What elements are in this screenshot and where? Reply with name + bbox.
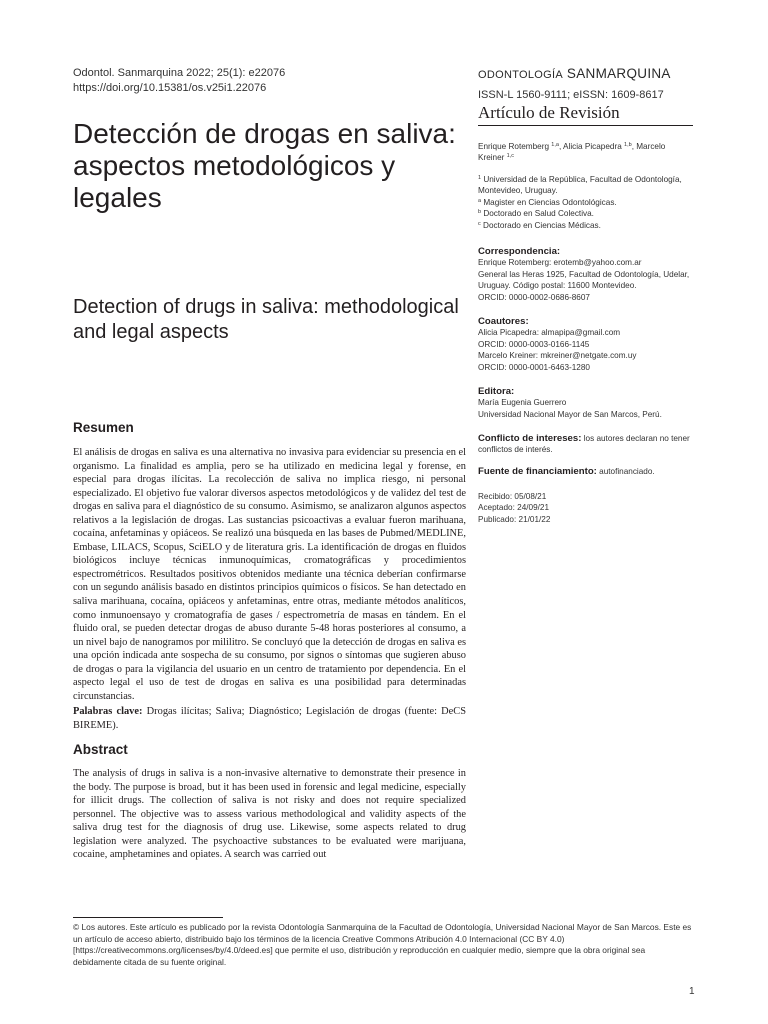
- correspondence-label: Correspondencia:: [478, 246, 561, 257]
- editor: [478, 386, 700, 420]
- correspondence: [478, 246, 700, 303]
- coauthor-email[interactable]: Alicia Picapedra: almapipa@gmail.com: [478, 328, 621, 338]
- conflict-of-interest: [478, 433, 700, 456]
- affiliations: [478, 174, 700, 231]
- coauthors: [478, 316, 700, 373]
- resumen-heading: Resumen: [73, 420, 134, 435]
- editor-affiliation: Universidad Nacional Mayor de San Marcos, Perú.: [478, 409, 662, 419]
- date-accepted: Aceptado: 24/09/21: [478, 503, 550, 513]
- doi-link[interactable]: https://doi.org/10.15381/os.v25i1.22076: [73, 82, 267, 94]
- resumen-text: [73, 446, 466, 703]
- abstract-heading: Abstract: [73, 742, 128, 757]
- correspondence-orcid: ORCID: 0000-0002-0686-8607: [478, 292, 590, 302]
- article-type-rule: [478, 125, 693, 126]
- affiliation-1: $^1$ Universidad de la República, Facultad de Odontología, Montevideo, Uruguay.: [478, 175, 682, 196]
- authors: Enrique Rotemberg $^{1,a}$, Alicia Picapedra $^{1,b}$, Marcelo Kreiner $^{1,c}$: [478, 142, 666, 163]
- keywords: [73, 705, 466, 732]
- conflict-text: los autores declaran no tener conflictos de interés.: [478, 434, 690, 455]
- issn: ISSN-L 1560-9111; eISSN: 1609-8617: [478, 89, 664, 101]
- article-type: Artículo de Revisión: [478, 103, 620, 122]
- dates: [478, 491, 700, 525]
- abstract-paragraph: The analysis of drugs in saliva is a non-invasive alternative to demonstrate their presence in the body. The purpose is broad, but it has been used in forensic and legal medicine, especially for illicit drugs. The collection of saliva is not risky and does not require specialized personnel. The objective was to assess various methodological and validity aspects of the saliva drug test for the diagnosis of drug use. Likewise, some aspects related to drug legislation were analyzed. The psychoactive substances to be evaluated were marijuana, cocaine, amphetamines and opiates. A search was carried out: [73, 768, 466, 861]
- funding-text: autofinanciado.: [596, 467, 655, 476]
- keywords-text: Drogas ilícitas; Saliva; Diagnóstico; Legislación de drogas (fuente: DeCS BIREME).: [73, 706, 466, 731]
- date-received: Recibido: 05/08/21: [478, 492, 547, 501]
- title-spanish: Detección de drogas en saliva: aspectos metodológicos y legales: [73, 118, 456, 213]
- affiliation-4: $^c$ Doctorado en Ciencias Médicas.: [478, 220, 601, 230]
- affiliation-3: $^b$ Doctorado en Salud Colectiva.: [478, 209, 594, 219]
- journal-name: [478, 66, 671, 81]
- editor-name: María Eugenia Guerrero: [478, 398, 567, 408]
- journal-name-part2: SANMARQUINA: [566, 66, 671, 81]
- funding-label: Fuente de financiamiento:: [478, 466, 597, 477]
- page-number: 1: [689, 986, 695, 997]
- date-published: Publicado: 21/01/22: [478, 514, 551, 524]
- funding: [478, 466, 700, 477]
- coauthor-orcid: ORCID: 0000-0001-6463-1280: [478, 362, 590, 372]
- editor-label: Editora:: [478, 386, 515, 397]
- coauthor-email[interactable]: Marcelo Kreiner: mkreiner@netgate.com.uy: [478, 351, 637, 361]
- coauthor-orcid: ORCID: 0000-0003-0166-1145: [478, 339, 590, 349]
- abstract-text: [73, 767, 466, 862]
- footnote-rule: [73, 917, 223, 918]
- citation-block: [73, 66, 285, 96]
- resumen-paragraph: El análisis de drogas en saliva es una alternativa no invasiva para evidenciar su presencia en el organismo. La finalidad es amplia, pero se ha utilizado en medicina legal y forense, en especial para drogas ilícitas. La recolección de saliva no implica riesgo, ni personal especializado. El objetivo fue valorar diversos aspectos metodológicos y de validez del test de drogas en saliva para el diagnóstico de su consumo. Asimismo, se analizaron algunos aspectos relativos a la legislación de drogas. Las sustancias psicoactivas a evaluar fueron marihuana, cocaína, anfetaminas y opiáceos. Se realizó una búsqueda en las bases de Pubmed/MEDLINE, Embase, LILACS, Scopus, SciELO y de literatura gris. La identificación de drogas en fluidos biológicos incluye técnicas inmunoquímicas, cromatográficas y procedimientos espectrométricos. Resultados positivos obtenidos mediante una técnica deberían confirmarse con un segundo análisis basado en distintos principios químicos o físicos. Se han detectado en saliva marihuana, cocaína, opiáceos y anfetaminas, entre otras, mediante métodos analíticos, como inmunoensayo y cromatografía de gases / espectrometría de masas en tándem. En el fluido oral, se pueden detectar drogas de abuso durante 5-48 horas posteriores al consumo, a un nivel bajo de nanogramos por mililitro. Se concluyó que la detección de drogas en saliva es una opción indicada ante sospecha de su consumo, por signos o síntomas que sugieren abuso de drogas o para la vigilancia del usuario en un centro de tratamiento por dependencia. En el aspecto legal el uso de test de drogas en saliva es una posibilidad para determinadas circunstancias.: [73, 447, 466, 702]
- correspondence-address: General las Heras 1925, Facultad de Odontología, Udelar, Uruguay. Código postal: 11600 Montevideo.: [478, 269, 690, 291]
- affiliation-2: $^a$ Magister en Ciencias Odontológicas.: [478, 197, 617, 207]
- citation-line: Odontol. Sanmarquina 2022; 25(1): e22076: [73, 67, 286, 79]
- coauthors-label: Coautores:: [478, 316, 529, 327]
- keywords-label: Palabras clave:: [73, 706, 143, 717]
- license-footnote: © Los autores. Este artículo es publicado por la revista Odontología Sanmarquina de la Facultad de Odontología, Universidad Nacional Mayor de San Marcos. Este es un artículo de acceso abierto, distribuido bajo los términos de la licencia Creative Commons Atribución 4.0 Internacional (CC BY 4.0) [https://creativecommons.org/licenses/by/4.0/deed.es] que permite el uso, distribución y reproducción en cualquier medio, siempre que la obra original sea debidamente citada de su fuente original.: [73, 922, 692, 967]
- journal-name-part1: ODONTOLOGÍA: [478, 69, 563, 81]
- title-english: Detection of drugs in saliva: methodological and legal aspects: [73, 296, 459, 343]
- correspondence-email[interactable]: Enrique Rotemberg: erotemb@yahoo.com.ar: [478, 258, 642, 268]
- conflict-label: Conflicto de intereses:: [478, 433, 582, 444]
